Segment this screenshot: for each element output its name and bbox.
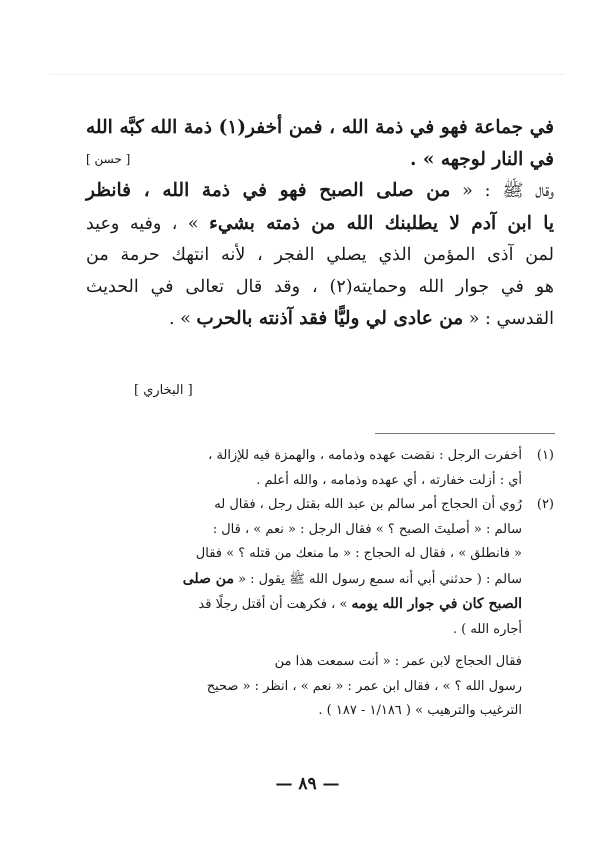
- main-line-7-post: » .: [169, 309, 197, 329]
- main-line-3-pre: وقال ﷺ : «: [450, 181, 554, 201]
- footnote-2-line-4-pre: سالم : ( حدثني أبي أنه سمع رسول الله ﷺ يقول : «: [233, 571, 522, 587]
- footnote-2-quote-1: من صلى: [182, 570, 234, 587]
- footnote-2-line-8: رسول الله ؟ » ، فقال ابن عمر : « نعم » ، انظر : « صحيح: [206, 678, 522, 694]
- footnote-2-number: (٢): [536, 497, 554, 512]
- main-text: [86, 112, 554, 336]
- main-line-2-text: في النار لوجهه » .: [409, 148, 554, 170]
- main-line-6: هو في جوار الله وحمايته(٢) ، وقد قال تعالى في الحديث: [86, 276, 555, 297]
- hadith-grade: [ حسن ]: [86, 151, 131, 166]
- main-line-7-pre: القدسي : «: [463, 309, 554, 329]
- footnote-1-line-2: أي : أزلت خفارته ، أي عهده وذمامه ، والله أعلم .: [256, 472, 522, 488]
- top-divider: [50, 74, 565, 75]
- footnote-2-line-5-post: » ، فكرهت أن أقتل رجلًا قد: [198, 597, 352, 612]
- main-line-4-post: » ، وفيه وعيد: [86, 213, 210, 234]
- footnote-1-number: (١): [536, 448, 554, 463]
- main-line-2: [86, 144, 554, 176]
- footnote-2-text-1: رُوي أن الحجاج أمر سالم بن عبد الله بقتل رجل ، فقال له: [214, 497, 522, 512]
- hadith-quote-2: يا ابن آدم لا يطلبنك الله من ذمته بشيء: [209, 212, 554, 234]
- footnotes: [86, 444, 554, 724]
- hadith-quote-1: من صلى الصبح فهو في ذمة الله ، فانظر: [86, 180, 451, 201]
- footnote-2-line-5: [86, 592, 554, 618]
- main-line-3: [86, 175, 554, 208]
- main-line-1: في جماعة فهو في ذمة الله ، فمن أخفر(١) ذمة الله كبَّه الله: [86, 117, 555, 138]
- main-line-4: [86, 208, 554, 241]
- footnote-spacer: [86, 642, 554, 650]
- footnote-2-line-3: « فانطلق » ، فقال له الحجاج : « ما منعك من قتله ؟ » فقال: [195, 546, 522, 561]
- footnote-2-line-4: [86, 567, 554, 593]
- footnote-2-line-9: الترغيب والترهيب » ( ١/١٨٦ - ١٨٧ ) .: [318, 703, 522, 718]
- footnote-2-line-7: فقال الحجاج لابن عمر : « أنت سمعت هذا من: [274, 654, 522, 669]
- footnote-divider: [375, 433, 555, 434]
- main-line-5: لمن آذى المؤمن الذي يصلي الفجر ، لأنه انتهك حرمة من: [86, 245, 554, 265]
- footnote-2-line-2: سالم : « أصليتَ الصبح ؟ » فقال الرجل : « نعم » ، قال :: [212, 521, 522, 537]
- footnote-1-line-1: [86, 444, 554, 469]
- footnote-1-text-1: أخفرت الرجل : نقضت عهده وذمامه ، والهمزة فيه للإزالة ،: [208, 448, 522, 463]
- hadith-quote-3: من عادى لي وليًّا فقد آذنته بالحرب: [196, 308, 464, 329]
- footnote-2-quote-2: الصبح كان في جوار الله يومه: [351, 596, 522, 612]
- page-number: — ٨٩ —: [275, 774, 340, 794]
- source-bukhari: [ البخاري ]: [134, 383, 193, 398]
- footnote-2-line-6: أجاره الله ) .: [452, 621, 522, 637]
- main-line-7: [86, 303, 554, 336]
- footnote-2-line-1: [86, 493, 554, 518]
